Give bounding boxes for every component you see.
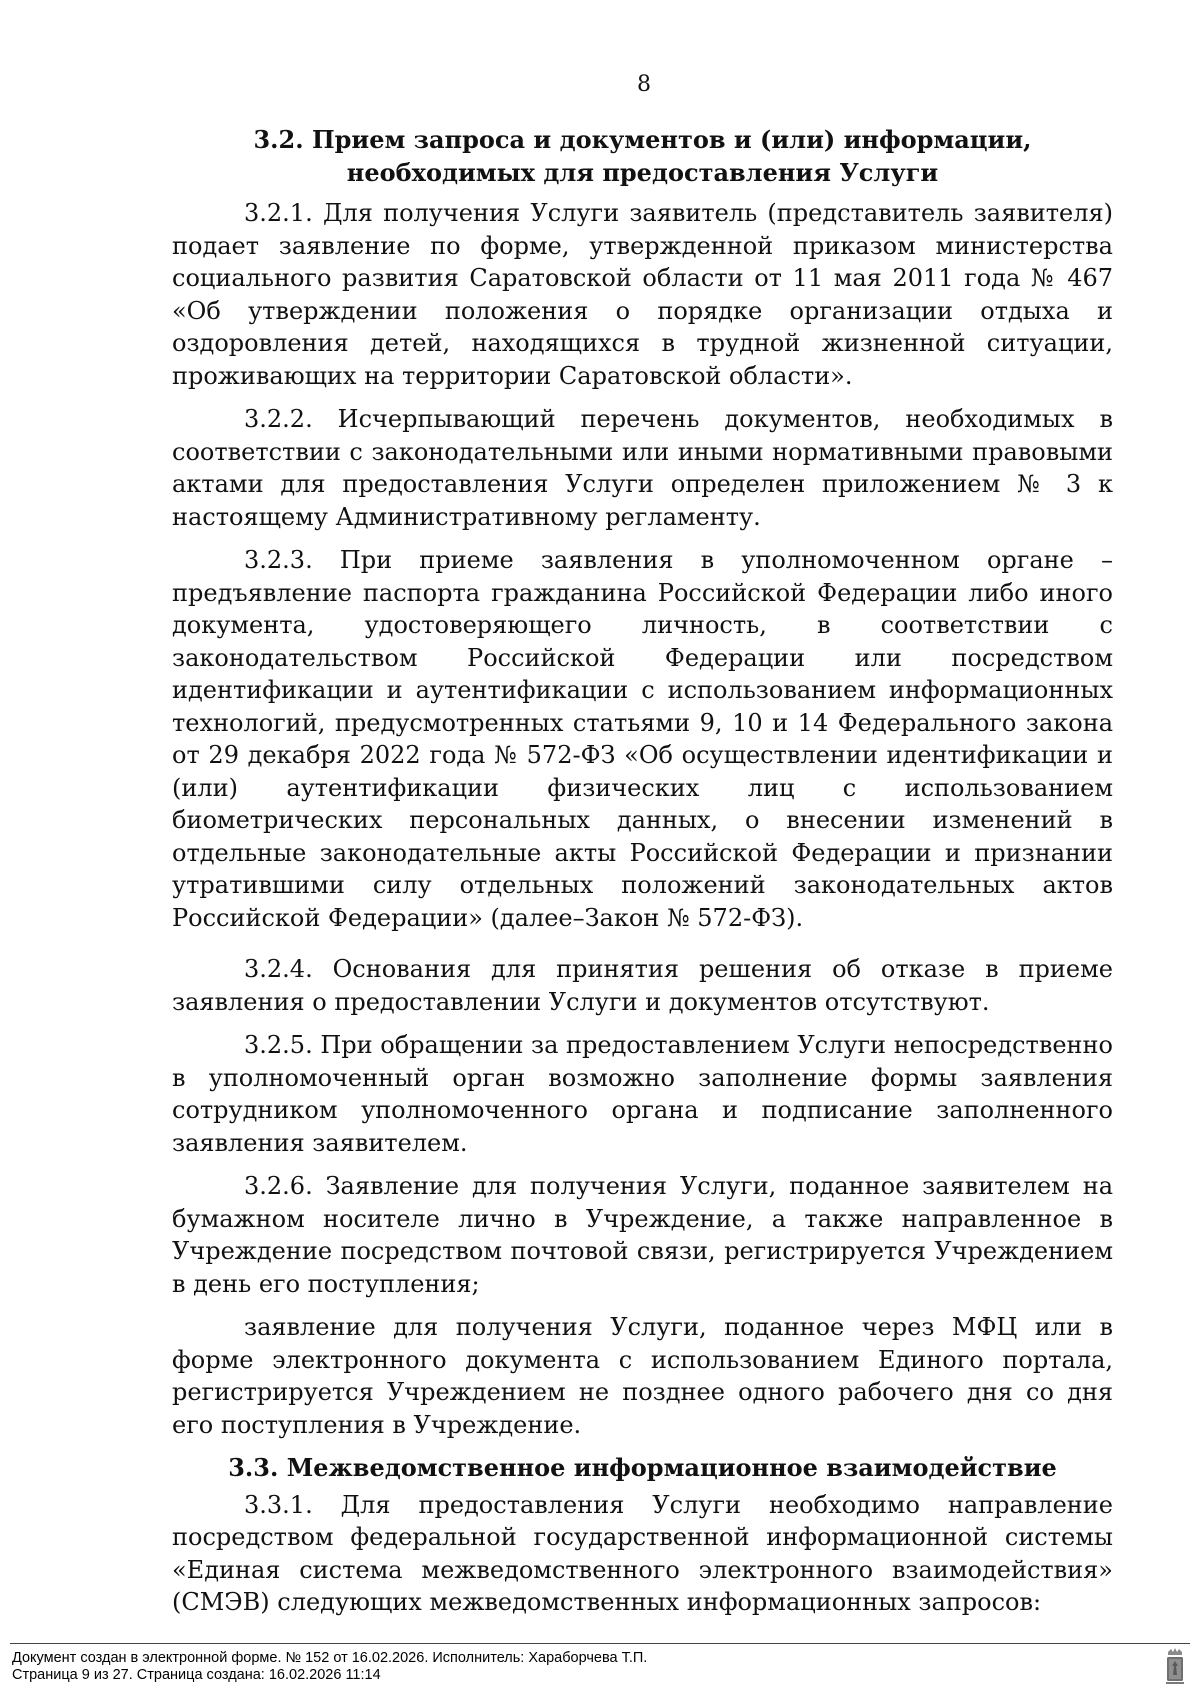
page-number: 8 bbox=[637, 72, 651, 97]
paragraph: 3.2.3. При приеме заявления в уполномоченном органе – предъявление паспорта гражданина Российской Федерации либо иного документа, удостоверяющего личность, в соответствии с законодательством Российской Федерации или посредством идентификации и аутентификации с использованием информационных технологий, предусмотренных статьями 9, 10 и 14 Федерального закона от 29 декабря 2022 года № 572-ФЗ «Об осуществлении идентификации и (или) аутентификации физических лиц с использованием биометрических персональных данных, о внесении изменений в отдельные законодательные акты Российской Федерации и признании утратившими силу отдельных положений законодательных актов Российской Федерации» (далее–Закон № 572-ФЗ). bbox=[172, 546, 1113, 932]
document-footer bbox=[0, 1640, 1200, 1698]
coat-of-arms-icon bbox=[1164, 1648, 1186, 1686]
section-heading: 3.2. Прием запроса и документов и (или) информации, необходимых для предоставления Услуги bbox=[253, 125, 1032, 187]
paragraph: 3.2.6. Заявление для получения Услуги, поданное заявителем на бумажном носителе лично в Учреждение, а также направленное в Учреждение посредством почтовой связи, регистрируется Учреждением в день его поступления; bbox=[172, 1172, 1113, 1298]
section-heading: 3.3. Межведомственное информационное взаимодействие bbox=[228, 1453, 1057, 1482]
paragraph: 3.2.1. Для получения Услуги заявитель (представитель заявителя) подает заявление по форме, утвержденной приказом министерства социального развития Саратовской области от 11 мая 2011 года № 467 «Об утверждении положения о порядке организации отдыха и оздоровления детей, находящихся в трудной жизненной ситуации, проживающих на территории Саратовской области». bbox=[172, 199, 1113, 390]
footer-divider bbox=[10, 1643, 1190, 1644]
paragraph: 3.2.5. При обращении за предоставлением Услуги непосредственно в уполномоченный орган возможно заполнение формы заявления сотрудником уполномоченного органа и подписание заполненного заявления заявителем. bbox=[172, 1031, 1113, 1157]
paragraph: заявление для получения Услуги, поданное через МФЦ или в форме электронного документа с использованием Единого портала, регистрируется Учреждением не позднее одного рабочего дня со дня его поступления в Учреждение. bbox=[172, 1313, 1113, 1439]
document-body bbox=[172, 124, 1113, 1630]
footer-page-info: Страница 9 из 27. Страница создана: 16.02.2026 11:14 bbox=[12, 1667, 381, 1683]
paragraph: 3.2.4. Основания для принятия решения об отказе в приеме заявления о предоставлении Услуги и документов отсутствуют. bbox=[172, 955, 1113, 1016]
footer-document-info: Документ создан в электронной форме. № 152 от 16.02.2026. Исполнитель: Хараборчева Т.П. bbox=[12, 1650, 648, 1666]
paragraph: 3.3.1. Для предоставления Услуги необходимо направление посредством федеральной государственной информационной системы «Единая система межведомственного электронного взаимодействия» (СМЭВ) следующих межведомственных информационных запросов: bbox=[172, 1490, 1113, 1616]
paragraph: 3.2.2. Исчерпывающий перечень документов, необходимых в соответствии с законодательными или иными нормативными правовыми актами для предоставления Услуги определен приложением № 3 к настоящему Административному регламенту. bbox=[172, 405, 1113, 531]
